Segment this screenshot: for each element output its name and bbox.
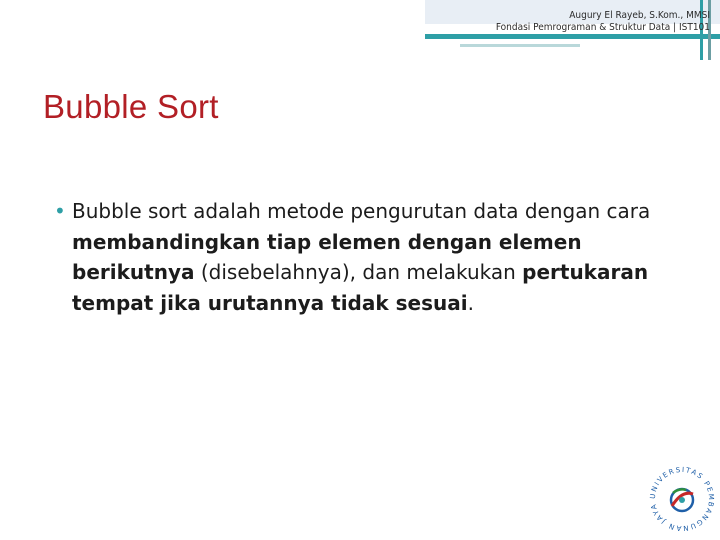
header-course: Fondasi Pemrograman & Struktur Data | IST101: [495, 22, 710, 33]
paragraph-bold-text: membandingkan tiap elemen dengan elemen berikutnya: [72, 229, 582, 284]
header-accent-line: [460, 44, 580, 47]
university-logo: [646, 460, 718, 538]
bullet-paragraph: [54, 196, 694, 318]
slide-title: Bubble Sort: [43, 88, 219, 125]
paragraph-bold-text: pertukaran tempat jika urutannya tidak sesuai: [72, 260, 649, 315]
header-accent-band: [425, 34, 720, 39]
logo-emblem-icon: [671, 489, 693, 511]
header-author: Augury El Rayeb, S.Kom., MMSI: [569, 10, 710, 21]
logo-ring-text: UNIVERSITAS PEMBANGUNAN JAYA: [648, 465, 716, 533]
bullet-marker: •: [54, 199, 66, 223]
paragraph-text: Bubble sort adalah metode pengurutan data dengan cara: [72, 199, 651, 223]
paragraph-text: (disebelahnya), dan melakukan: [194, 260, 523, 284]
paragraph-text: .: [467, 290, 474, 315]
